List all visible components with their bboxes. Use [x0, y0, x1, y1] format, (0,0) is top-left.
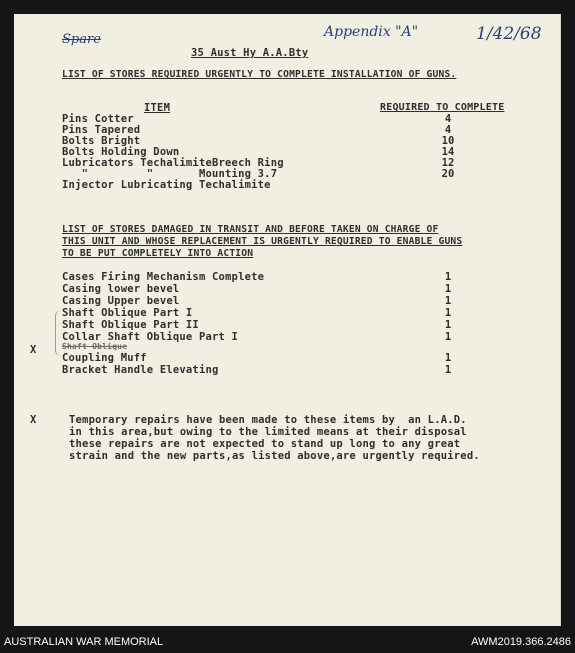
- note-marker-x: X: [30, 414, 37, 426]
- document-title: LIST OF STORES REQUIRED URGENTLY TO COMPLETE INSTALLATION OF GUNS.: [62, 69, 457, 80]
- list-item: [14, 283, 560, 295]
- item-name: Shaft Oblique Part I: [62, 307, 193, 319]
- handwritten-reference: 1/42/68: [476, 24, 542, 44]
- note-line: strain and the new parts,as listed above,are urgently required.: [69, 450, 480, 462]
- item-name: Pins Tapered: [62, 124, 141, 136]
- note-line: Temporary repairs have been made to these items by an L.A.D.: [69, 414, 467, 426]
- list-item: [14, 307, 560, 319]
- item-name: Lubricators TechalimiteBreech Ring: [62, 157, 284, 169]
- item-quantity: 1: [444, 319, 452, 331]
- item-name: Pins Cotter: [62, 113, 134, 125]
- document-page: [14, 14, 561, 626]
- list-item: [14, 295, 560, 307]
- item-name: Casing lower bevel: [62, 283, 180, 295]
- item-name: Bolts Bright: [62, 135, 141, 147]
- unit-heading: 35 Aust Hy A.A.Bty: [191, 47, 309, 59]
- list-item: [14, 319, 560, 331]
- item-quantity: 1: [444, 307, 452, 319]
- item-quantity: 4: [444, 113, 452, 125]
- item-name: " " Mounting 3.7: [62, 168, 278, 180]
- item-name: Coupling Muff: [62, 352, 147, 364]
- pencil-bracket: [55, 310, 64, 356]
- list-item: [14, 364, 560, 376]
- item-name: Bolts Holding Down: [62, 146, 180, 158]
- item-quantity: 1: [444, 331, 452, 343]
- list-item: [14, 352, 560, 364]
- item-quantity: 12: [441, 157, 455, 169]
- item-quantity: 1: [444, 283, 452, 295]
- list-marker-x: X: [30, 344, 37, 356]
- damaged-list-title-line-3: TO BE PUT COMPLETELY INTO ACTION: [62, 248, 254, 259]
- item-quantity: 1: [444, 352, 452, 364]
- footer-accession-number: AWM2019.366.2486: [471, 636, 571, 648]
- handwritten-corner-mark: Spare: [62, 32, 101, 47]
- note-line: in this area,but owing to the limited means at their disposal: [69, 426, 467, 438]
- item-name: Collar Shaft Oblique Part I: [62, 331, 239, 343]
- handwritten-appendix: Appendix "A": [324, 24, 419, 40]
- item-name: Bracket Handle Elevating: [62, 364, 219, 376]
- item-name: Casing Upper bevel: [62, 295, 180, 307]
- item-name: Cases Firing Mechanism Complete: [62, 271, 265, 283]
- item-quantity: 20: [441, 168, 455, 180]
- item-quantity: 1: [444, 271, 452, 283]
- damaged-list-title-line-2: THIS UNIT AND WHOSE REPLACEMENT IS URGENTLY REQUIRED TO ENABLE GUNS: [62, 236, 463, 247]
- footer-archive-name: AUSTRALIAN WAR MEMORIAL: [4, 636, 164, 648]
- item-name: Shaft Oblique Part II: [62, 319, 199, 331]
- item-quantity: 1: [444, 364, 452, 376]
- item-quantity: 10: [441, 135, 455, 147]
- damaged-list-title-line-1: LIST OF STORES DAMAGED IN TRANSIT AND BEFORE TAKEN ON CHARGE OF: [62, 224, 439, 235]
- note-line: these repairs are not expected to stand up long to any great: [69, 438, 461, 450]
- item-quantity: 14: [441, 146, 455, 158]
- column-header-required: REQUIRED TO COMPLETE: [380, 102, 505, 113]
- item-quantity: 1: [444, 295, 452, 307]
- column-header-item: ITEM: [144, 102, 171, 114]
- item-name: Injector Lubricating Techalimite: [62, 179, 271, 191]
- list-item: [14, 179, 560, 191]
- item-quantity: 4: [444, 124, 452, 136]
- struck-out-text: Shaft Oblique: [62, 342, 128, 351]
- list-item: [14, 271, 560, 283]
